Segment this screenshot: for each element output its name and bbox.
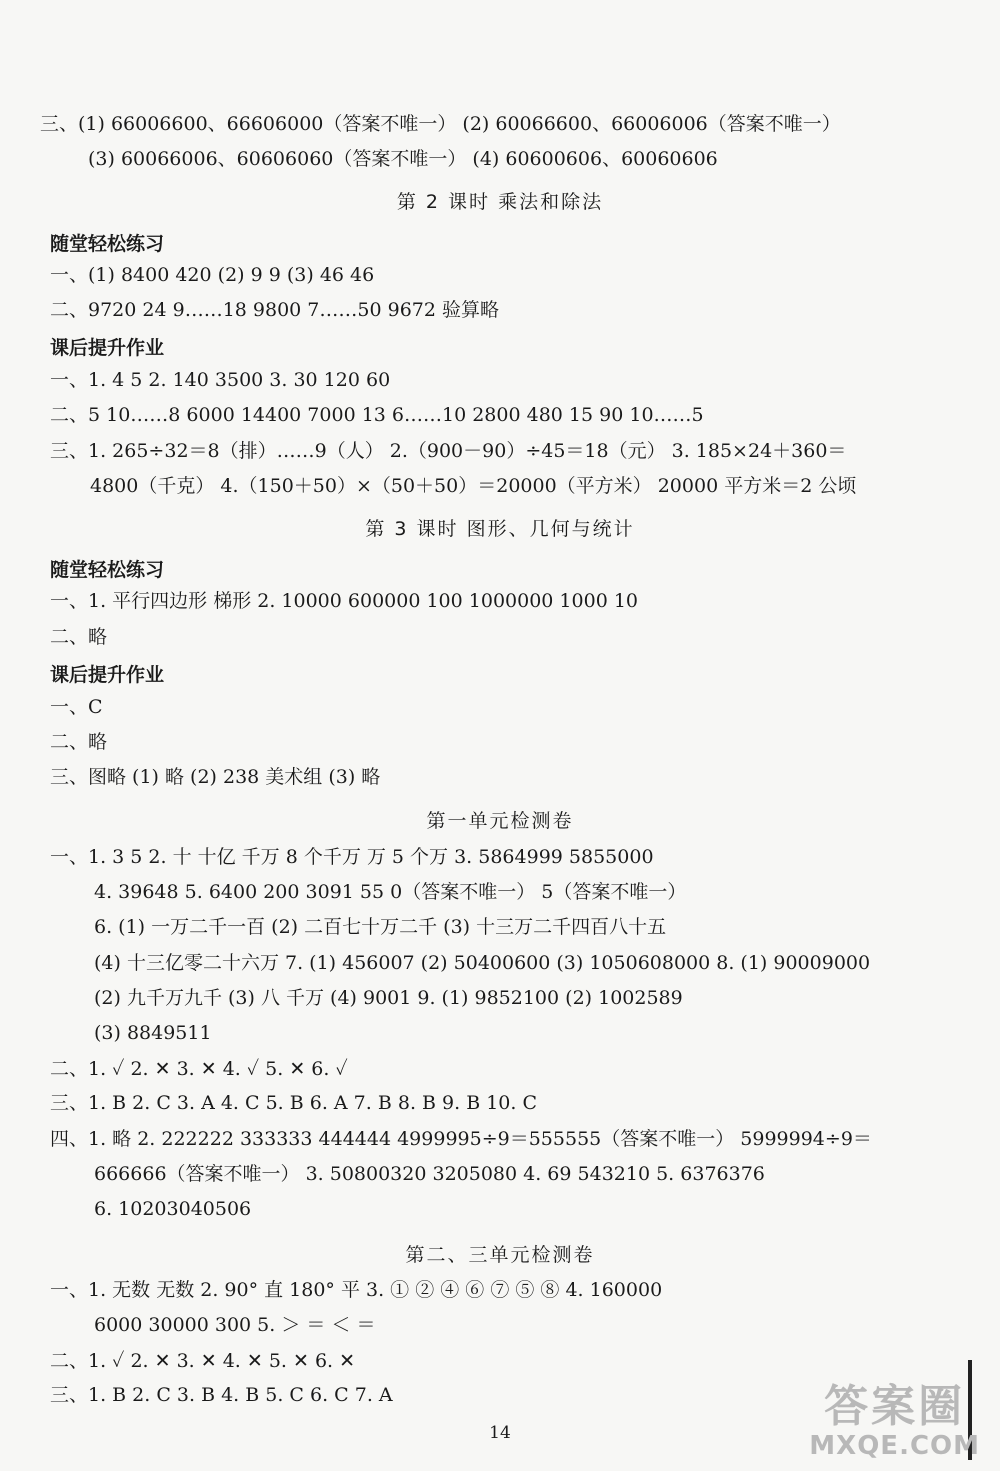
- watermark-site: MXQE.COM: [809, 1431, 980, 1461]
- answer-line: 一、1. 无数 无数 2. 90° 直 180° 平 3. ① ② ④ ⑥ ⑦ ⑤ ⑧ 4. 160000: [50, 1279, 663, 1301]
- answer-line: 6. 10203040506: [94, 1198, 252, 1220]
- section-title: 课后提升作业: [50, 337, 165, 359]
- answer-line: 一、C: [50, 696, 103, 718]
- section-title: 课后提升作业: [50, 664, 165, 686]
- answer-line: 一、1. 4 5 2. 140 3500 3. 30 120 60: [50, 369, 391, 391]
- unit-test-heading: 第一单元检测卷: [426, 810, 574, 832]
- lesson-heading: 第 3 课时 图形、几何与统计: [365, 518, 635, 540]
- unit-test-heading: 第二、三单元检测卷: [405, 1244, 595, 1266]
- page-number: 14: [489, 1423, 511, 1443]
- answer-line: 二、5 10……8 6000 14400 7000 13 6……10 2800 480 15 90 10……5: [50, 404, 704, 426]
- answer-line: 6. (1) 一万二千一百 (2) 二百七十万二千 (3) 十三万二千四百八十五: [94, 916, 667, 938]
- answer-line: 二、略: [50, 626, 108, 648]
- answer-line: 6000 30000 300 5. ＞ ＝ ＜ ＝: [94, 1314, 376, 1336]
- answer-line: 四、1. 略 2. 222222 333333 444444 4999995÷9＝555555（答案不唯一） 5999994÷9＝: [50, 1128, 872, 1150]
- answer-line: 三、(1) 66006600、66606000（答案不唯一） (2) 60066600、66006006（答案不唯一）: [40, 113, 841, 135]
- answer-line: 4. 39648 5. 6400 200 3091 55 0（答案不唯一） 5（答案不唯一）: [94, 881, 687, 903]
- answer-line: 二、1. ✓ 2. ✕ 3. ✕ 4. ✕ 5. ✕ 6. ✕: [50, 1350, 356, 1372]
- answer-line: (3) 8849511: [94, 1022, 212, 1044]
- answer-line: 666666（答案不唯一） 3. 50800320 3205080 4. 69 543210 5. 6376376: [94, 1163, 765, 1185]
- answer-line: (4) 十三亿零二十六万 7. (1) 456007 (2) 50400600 (3) 1050608000 8. (1) 90009000: [94, 952, 871, 974]
- section-title: 随堂轻松练习: [50, 559, 165, 581]
- answer-line: 4800（千克） 4.（150＋50）×（50＋50）＝20000（平方米） 20000 平方米＝2 公顷: [90, 475, 857, 497]
- answer-line: 一、1. 3 5 2. 十 十亿 千万 8 个千万 万 5 个万 3. 5864999 5855000: [50, 846, 654, 868]
- watermark-logo: [809, 1383, 980, 1461]
- answer-line: 三、图略 (1) 略 (2) 238 美术组 (3) 略: [50, 766, 381, 788]
- lesson-heading: 第 2 课时 乘法和除法: [396, 191, 604, 213]
- answer-line: 三、1. 265÷32＝8（排）……9（人） 2.（900－90）÷45＝18（元） 3. 185×24＋360＝: [50, 440, 847, 462]
- answer-line: (3) 60066006、60606060（答案不唯一） (4) 60600606、60060606: [88, 148, 718, 170]
- section-title: 随堂轻松练习: [50, 233, 165, 255]
- answer-line: 三、1. B 2. C 3. A 4. C 5. B 6. A 7. B 8. B 9. B 10. C: [50, 1092, 537, 1114]
- answer-line: 二、略: [50, 731, 108, 753]
- answer-line: 三、1. B 2. C 3. B 4. B 5. C 6. C 7. A: [50, 1384, 393, 1406]
- answer-line: (2) 九千万九千 (3) 八 千万 (4) 9001 9. (1) 9852100 (2) 1002589: [94, 987, 683, 1009]
- watermark-logo-text: 答案圈: [824, 1381, 966, 1432]
- answer-line: 一、1. 平行四边形 梯形 2. 10000 600000 100 1000000 1000 10: [50, 590, 638, 612]
- answer-line: 二、1. ✓ 2. ✕ 3. ✕ 4. ✓ 5. ✕ 6. ✓: [50, 1058, 348, 1080]
- answer-line: 二、9720 24 9……18 9800 7……50 9672 验算略: [50, 299, 500, 321]
- answer-line: 一、(1) 8400 420 (2) 9 9 (3) 46 46: [50, 264, 375, 286]
